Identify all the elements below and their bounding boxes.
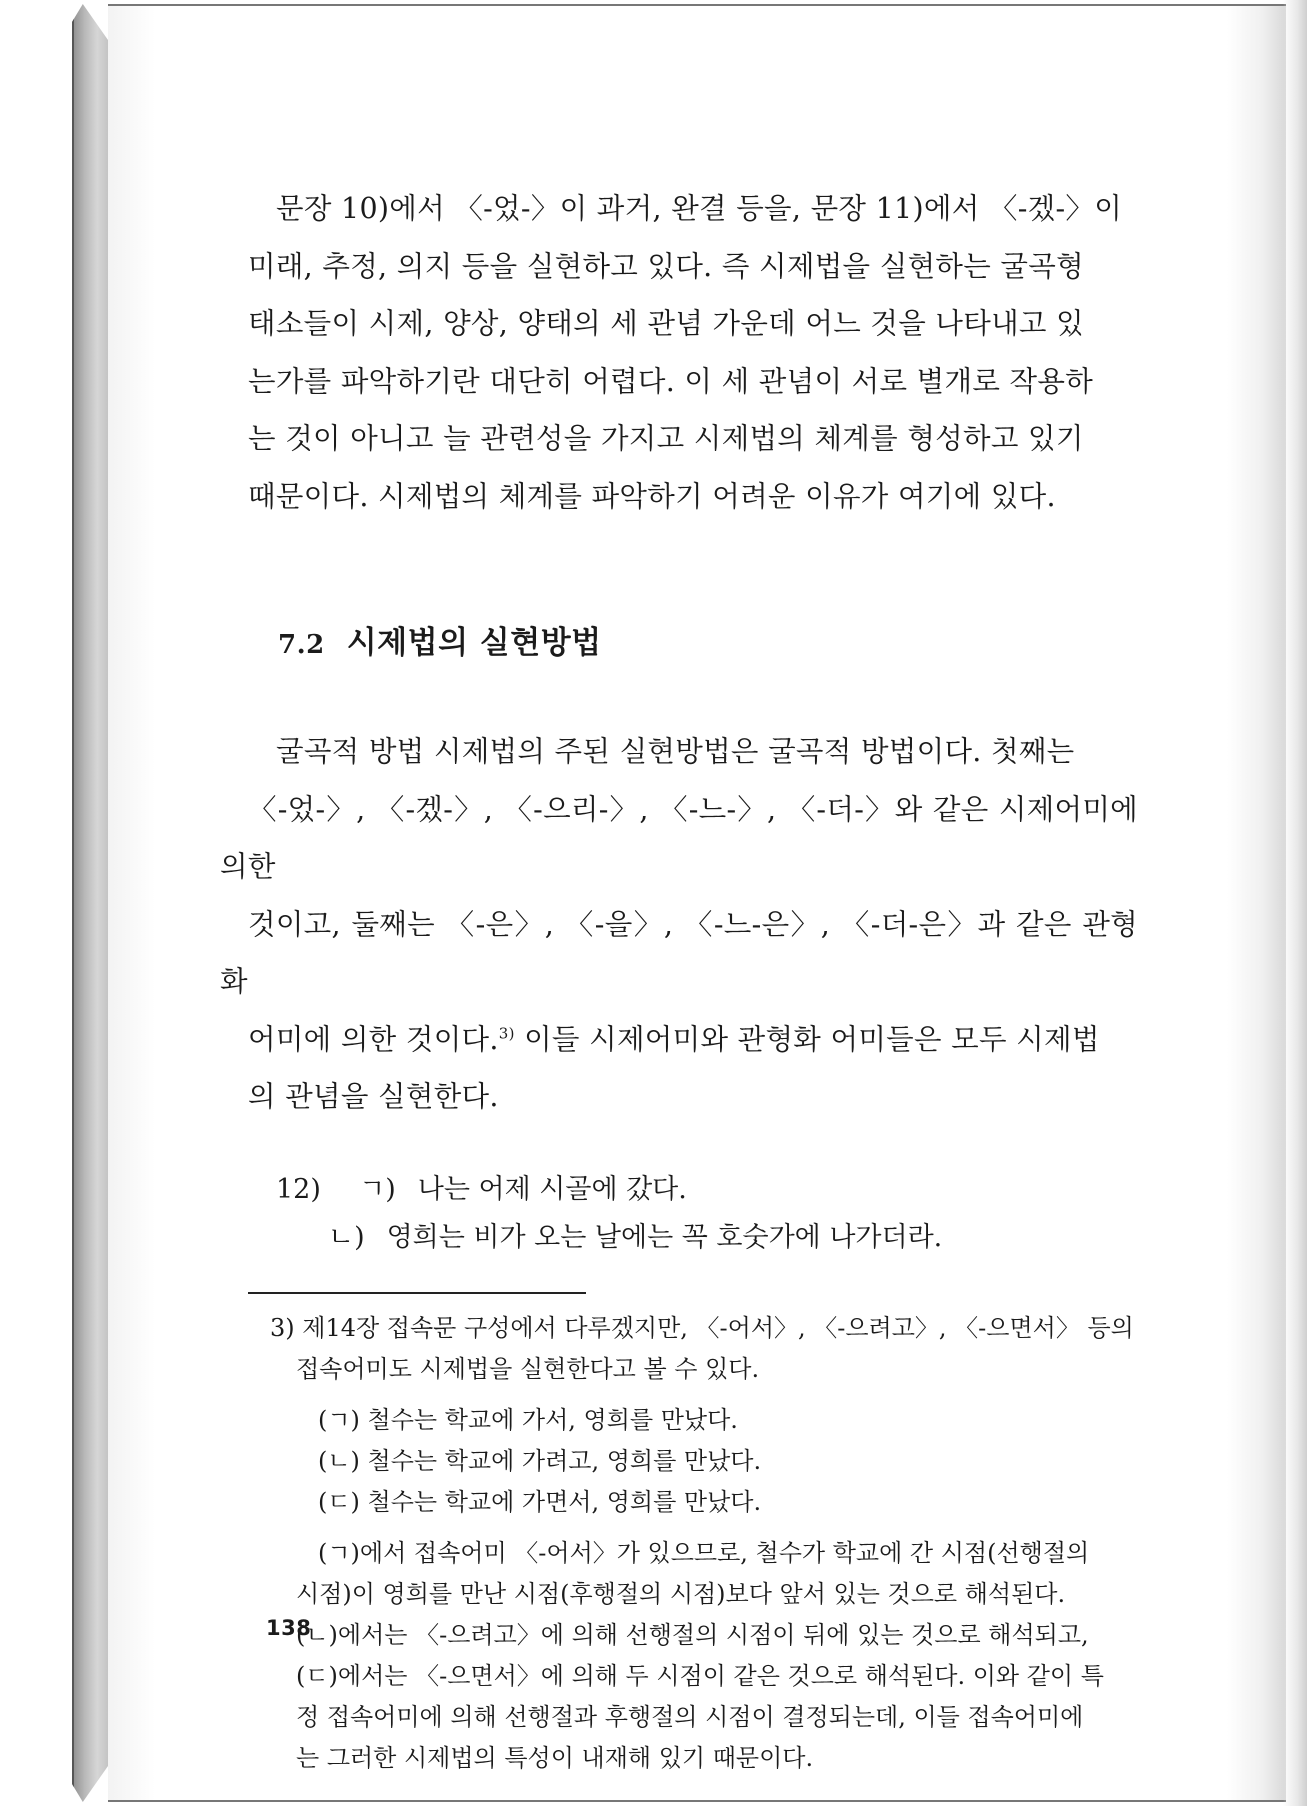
paragraph-line: 것이고, 둘째는 〈-은〉, 〈-을〉, 〈-느-은〉, 〈-더-은〉과 같은 관형화 [220, 907, 1138, 998]
line-text: 이들 시제어미와 관형화 어미들은 모두 시제법 [514, 1022, 1100, 1056]
footnote-line: 시점)이 영희를 만난 시점(후행절의 시점)보다 앞서 있는 것으로 해석된다. [296, 1579, 1066, 1608]
example-sentences [248, 1166, 1138, 1262]
footnote-line: 정 접속어미에 의해 선행절과 후행절의 시점이 결정되는데, 이들 접속어미에 [296, 1702, 1084, 1731]
footnote-line: 는 그러한 시제법의 특성이 내재해 있기 때문이다. [296, 1743, 814, 1772]
footnote-example: (ㄷ) 철수는 학교에 가면서, 영희를 만났다. [318, 1487, 762, 1516]
paragraph-line: 문장 10)에서 〈-었-〉이 과거, 완결 등을, 문장 11)에서 〈-겠-〉이 [276, 192, 1123, 225]
footnote-explanation [270, 1533, 1138, 1779]
example-text: 나는 어제 시골에 갔다. [417, 1173, 687, 1205]
paragraph-line: 태소들이 시제, 양상, 양태의 세 관념 가운데 어느 것을 나타내고 있 [248, 307, 1084, 340]
example-number: 12) [276, 1173, 321, 1205]
footnote-line: 3) 제14장 접속문 구성에서 다루겠지만, 〈-어서〉, 〈-으려고〉, 〈-으면서〉 등의 [270, 1313, 1134, 1342]
paragraph-line: 굴곡적 방법 시제법의 주된 실현방법은 굴곡적 방법이다. 첫째는 [276, 735, 1075, 768]
footnote-line: (ㄴ)에서는 〈-으려고〉에 의해 선행절의 시점이 뒤에 있는 것으로 해석되고, [296, 1620, 1089, 1649]
paragraph-line: 는가를 파악하기란 대단히 어렵다. 이 세 관념이 서로 별개로 작용하 [248, 364, 1094, 398]
book-spine-edge [72, 4, 108, 1802]
example-text: 영희는 비가 오는 날에는 꼭 호숫가에 나가더라. [386, 1221, 943, 1253]
page-shadow [1283, 0, 1307, 1806]
page-content [220, 180, 1138, 1779]
footnote-reference: 3) [498, 1024, 515, 1042]
footnote-example: (ㄴ) 철수는 학교에 가려고, 영희를 만났다. [318, 1446, 762, 1475]
paragraph-line: 의 관념을 실현한다. [248, 1080, 499, 1113]
footnote-divider [248, 1292, 586, 1294]
footnote-line: (ㄷ)에서는 〈-으면서〉에 의해 두 시점이 같은 것으로 해석된다. 이와 같이 특 [296, 1661, 1104, 1690]
paragraph-line: 〈-었-〉, 〈-겠-〉, 〈-으리-〉, 〈-느-〉, 〈-더-〉와 같은 시제어미에 의한 [220, 792, 1138, 883]
footnote-example: (ㄱ) 철수는 학교에 가서, 영희를 만났다. [318, 1405, 738, 1434]
footnote [248, 1308, 1138, 1779]
example-marker: ㄱ) [359, 1173, 396, 1205]
paragraph-line [220, 1011, 1138, 1069]
example-marker: ㄴ) [328, 1221, 365, 1253]
line-text: 어미에 의한 것이다. [248, 1022, 499, 1056]
paragraph-inflectional-method [220, 723, 1138, 1126]
paragraph-line: 미래, 추정, 의지 등을 실현하고 있다. 즉 시제법을 실현하는 굴곡형 [248, 249, 1084, 283]
page-number: 138 [266, 1616, 312, 1640]
section-heading [248, 621, 1138, 667]
example-item [248, 1214, 1138, 1262]
section-number: 7.2 [278, 630, 325, 660]
paragraph-line: 는 것이 아니고 늘 관련성을 가지고 시제법의 체계를 형성하고 있기 [248, 422, 1084, 455]
section-title: 시제법의 실현방법 [346, 625, 602, 661]
paragraph-tense-concepts [248, 180, 1138, 525]
paragraph-line: 때문이다. 시제법의 체계를 파악하기 어려운 이유가 여기에 있다. [248, 479, 1056, 513]
footnote-examples [270, 1400, 1138, 1523]
footnote-line: 접속어미도 시제법을 실현한다고 볼 수 있다. [296, 1354, 760, 1383]
example-item [248, 1166, 1138, 1214]
footnote-line: (ㄱ)에서 접속어미 〈-어서〉가 있으므로, 철수가 학교에 간 시점(선행절의 [318, 1538, 1090, 1567]
